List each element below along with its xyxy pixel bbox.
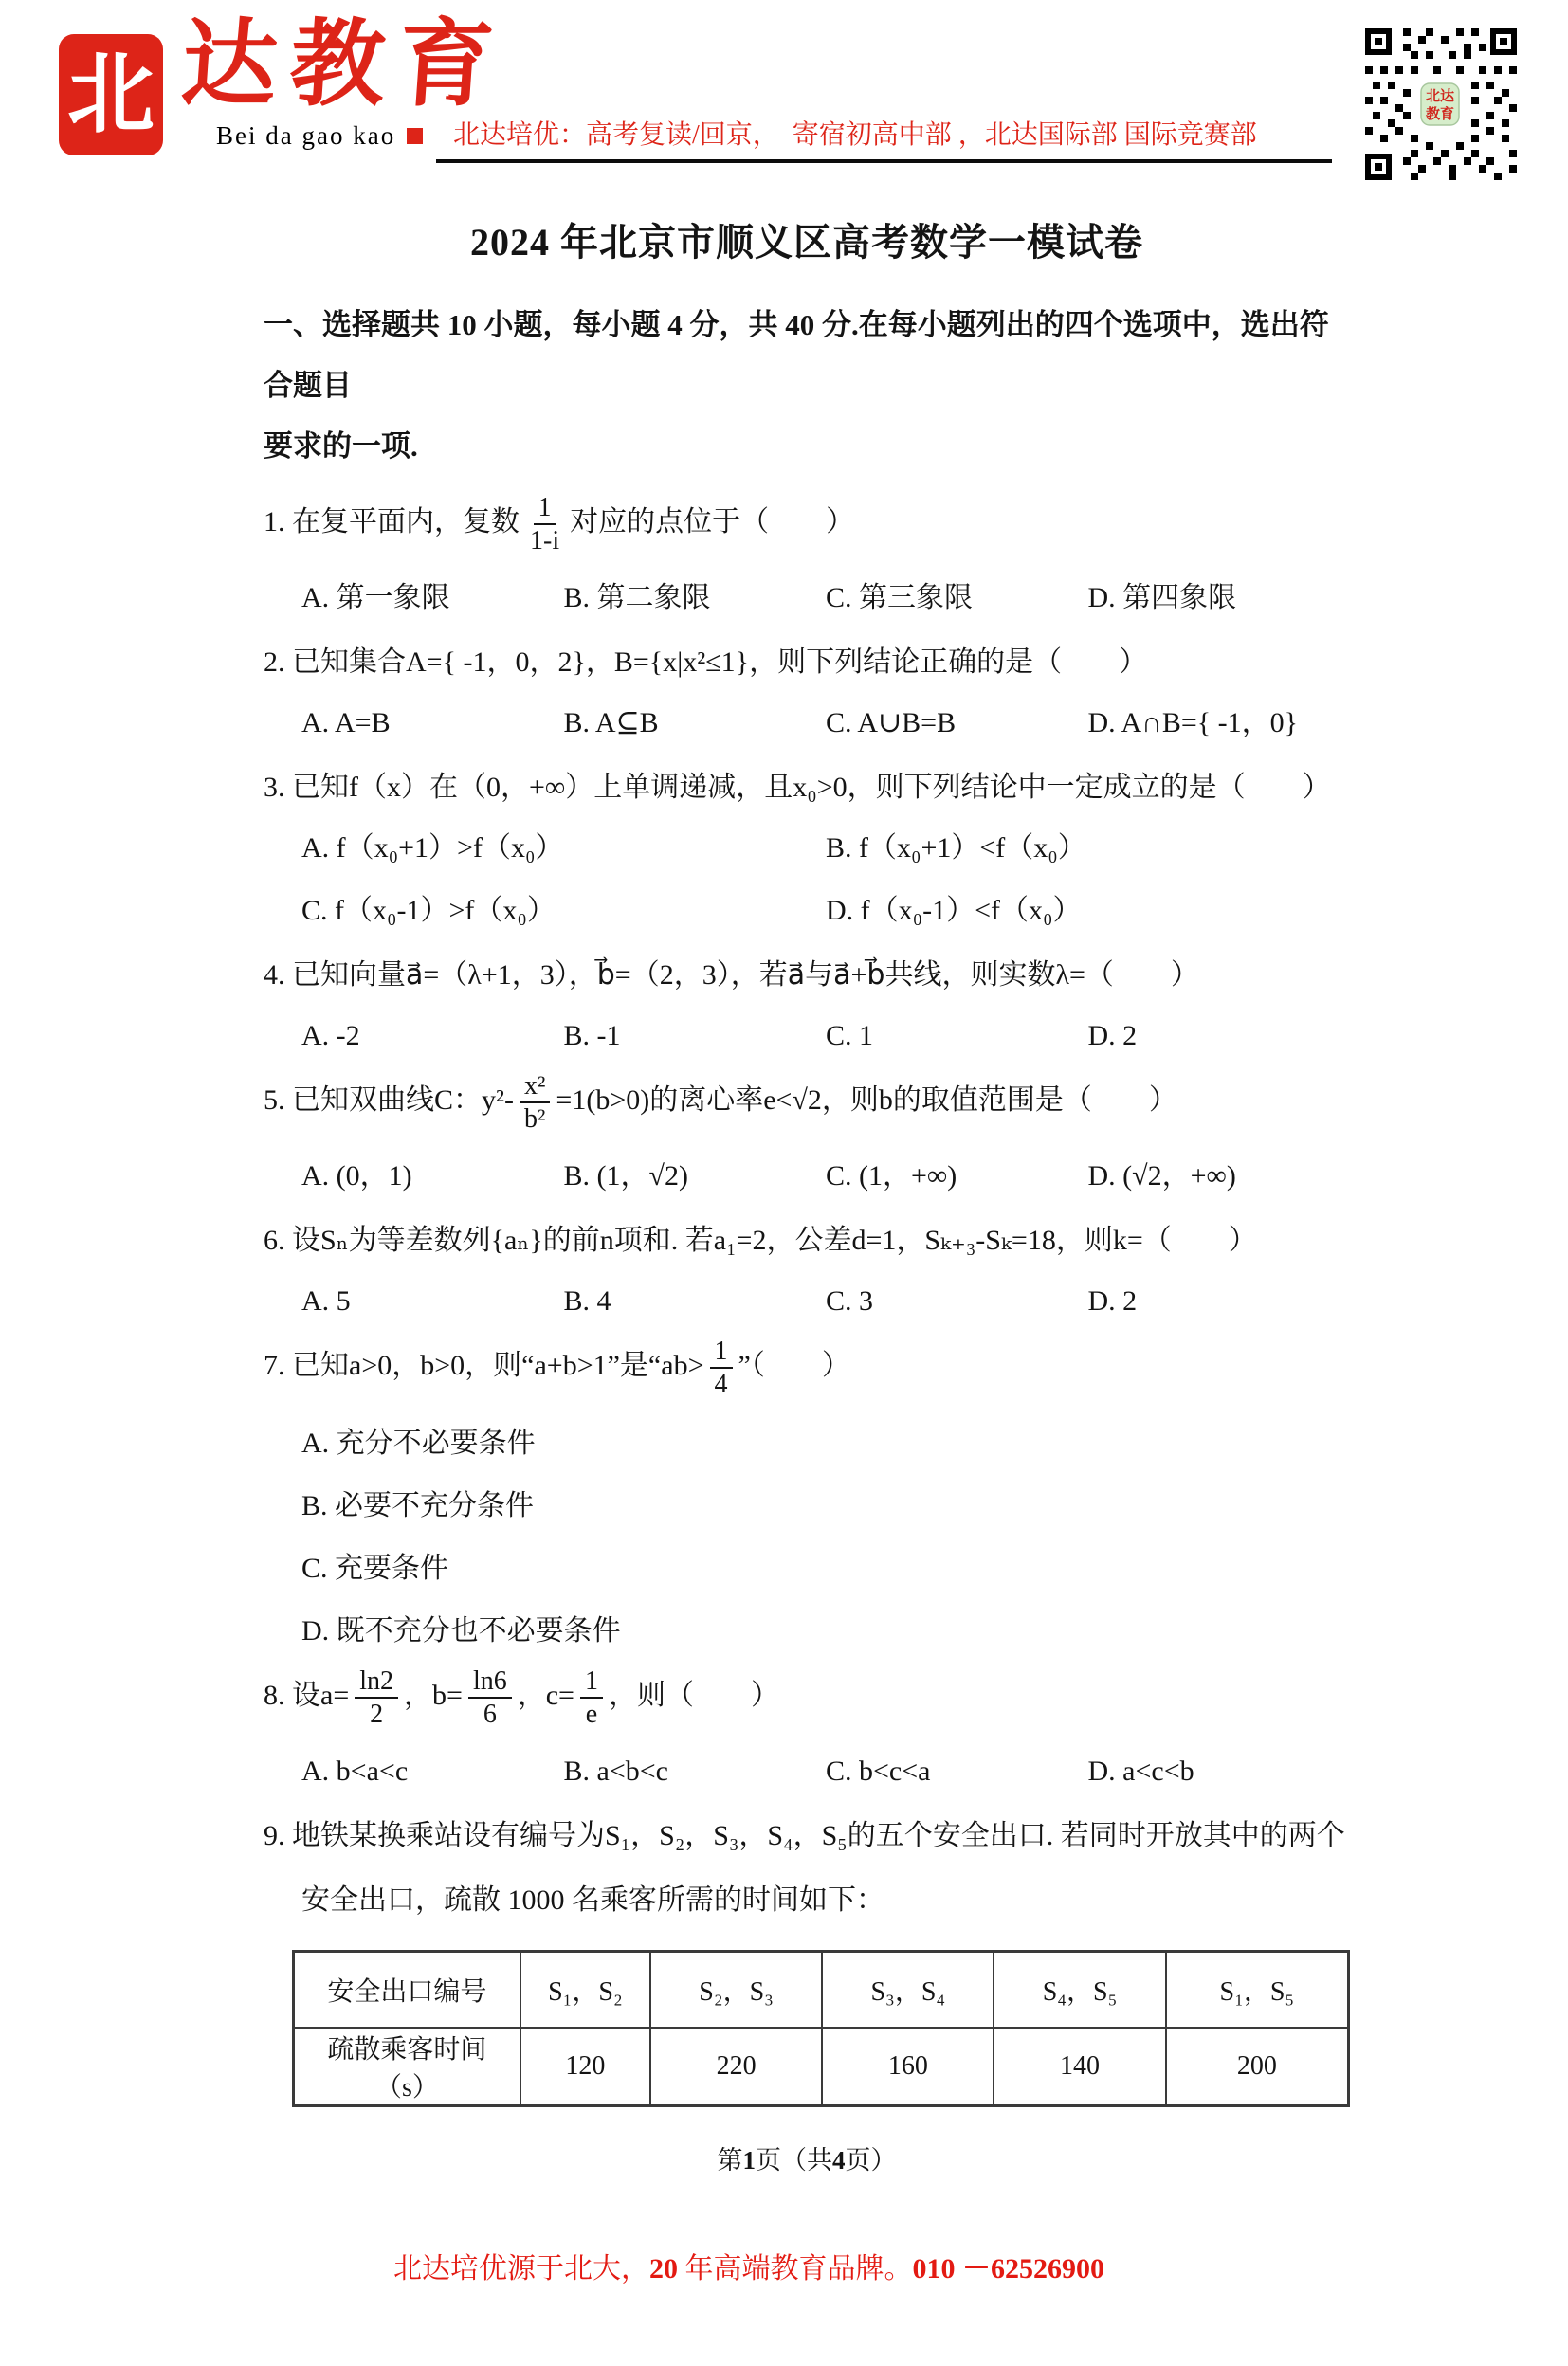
option-d: D. A∩B={ -1，0}: [1087, 707, 1299, 739]
exam-content: [264, 212, 1350, 2319]
option-c: C. 1: [826, 1020, 874, 1052]
fraction: $\frac{\ln 6}{6}$: [468, 1665, 512, 1730]
option-b: B. -1: [563, 1020, 621, 1052]
question-1-stem: 1. 在复平面内，复数 $\frac{1}{1-i}$ 对应的点位于（ ）: [264, 493, 855, 556]
fraction: $\frac{1}{4}$: [710, 1336, 733, 1400]
option-b: B. a<b<c: [563, 1756, 668, 1788]
svg-text:北达: 北达: [1425, 89, 1455, 104]
question-1-options: [264, 579, 1350, 617]
question-2-stem: 2. 已知集合A={ -1，0，2}，B={x|x²≤1}，则下列结论正确的是（ ）: [264, 646, 1148, 679]
option-c: C. 充要条件: [301, 1553, 449, 1585]
fraction: $\frac{\text{x²}}{\text{b²}}$: [520, 1070, 550, 1135]
question-8-stem: 8. 设a= $\frac{\ln 2}{2}$ ，b= $\frac{\ln 6}{6}$ ，c= $\frac{1}{e}$ ，则（ ）: [264, 1666, 779, 1730]
qr-finder-bottom-left: [1365, 154, 1392, 180]
question-6: [264, 1222, 1350, 1320]
option-a: A. (0，1): [301, 1160, 412, 1192]
question-5-options: [264, 1157, 1350, 1195]
fraction: $\frac{1}{1-i}$: [530, 493, 560, 556]
table-cell: 220: [650, 2028, 822, 2106]
option-b: B. (1，√2): [563, 1160, 688, 1192]
page-number: 第1页（共4页）: [717, 2146, 897, 2175]
red-square-icon: [407, 128, 423, 144]
brand-seal-icon: [59, 34, 163, 155]
page-header: [0, 0, 1568, 190]
footer-contact: 北达培优源于北大，20 年高端教育品牌。010 －62526900: [393, 2253, 1104, 2285]
question-9: [264, 1817, 1350, 2107]
option-b: B. 4: [563, 1285, 611, 1318]
table-cell: S₁，S₂: [520, 1952, 650, 2029]
table-cell: 160: [822, 2028, 994, 2106]
option-b: B. A⊆B: [563, 707, 659, 739]
question-7: [264, 1336, 1350, 1650]
option-a: A. 第一象限: [301, 582, 450, 614]
seal-character: 北: [66, 46, 155, 143]
table-cell: S₃，S₄: [822, 1952, 994, 2029]
table-cell: S₁，S₅: [1166, 1952, 1349, 2029]
option-a: A. f（x₀+1）>f（x₀）: [301, 832, 564, 864]
table-row-times: [294, 2028, 1349, 2106]
question-8-options: [264, 1753, 1350, 1791]
question-5: [264, 1070, 1350, 1195]
option-c: C. b<c<a: [826, 1756, 931, 1788]
question-3-stem: 3. 已知f（x）在（0，+∞）上单调递减，且x₀>0，则下列结论中一定成立的是（ ）: [264, 772, 1331, 804]
qr-center-label: [1421, 83, 1459, 125]
qr-code: [1365, 28, 1517, 180]
question-9-stem-line-1: 9. 地铁某换乘站设有编号为S₁，S₂，S₃，S₄，S₅的五个安全出口. 若同时开放其中的两个: [264, 1820, 1345, 1852]
option-d: D. 既不充分也不必要条件: [301, 1615, 621, 1647]
option-a: A. b<a<c: [301, 1756, 409, 1788]
option-a: A. 5: [301, 1285, 351, 1318]
option-d: D. 2: [1087, 1020, 1138, 1052]
question-7-options: [264, 1425, 1350, 1650]
option-b: B. 第二象限: [563, 582, 711, 614]
brand-subtitle: Bei da gao kao: [216, 121, 423, 151]
section-heading: [264, 295, 1350, 477]
option-a: A. A=B: [301, 707, 391, 739]
option-d: D. f（x₀-1）<f（x₀）: [826, 895, 1082, 927]
qr-finder-top-right: [1490, 28, 1517, 55]
table-cell: 200: [1166, 2028, 1349, 2106]
qr-finder-top-left: [1365, 28, 1392, 55]
option-c: C. 3: [826, 1285, 874, 1318]
question-9-stem-line-2: 安全出口，疏散 1000 名乘客所需的时间如下：: [301, 1884, 884, 1917]
header-rule: [436, 159, 1332, 163]
table-cell: 120: [520, 2028, 650, 2106]
header-slogan: 北达培优：高考复读/回京， 寄宿初高中部 ，北达国际部 国际竞赛部: [453, 120, 1257, 150]
option-a: A. 充分不必要条件: [301, 1428, 536, 1460]
option-c: C. A∪B=B: [826, 707, 957, 739]
table-cell: 140: [994, 2028, 1165, 2106]
section-line-2: 要求的一项.: [264, 429, 418, 463]
option-c: C. f（x₀-1）>f（x₀）: [301, 895, 556, 927]
option-d: D. (√2，+∞): [1087, 1160, 1236, 1192]
question-6-options: [264, 1283, 1350, 1320]
table-row-exit-ids: [294, 1952, 1349, 2029]
brand-calligraphy: 达教育: [178, 12, 510, 118]
fraction: $\frac{\ln 2}{2}$: [355, 1665, 398, 1730]
qr-pattern: [1365, 28, 1517, 180]
question-4: [264, 956, 1350, 1055]
option-d: D. a<c<b: [1087, 1756, 1194, 1788]
option-c: C. 第三象限: [826, 582, 974, 614]
table-cell: 安全出口编号: [294, 1952, 520, 2029]
option-d: D. 第四象限: [1087, 582, 1237, 614]
table-cell: S₄，S₅: [994, 1952, 1165, 2029]
question-3-options: [264, 829, 1350, 930]
option-d: D. 2: [1087, 1285, 1138, 1318]
option-c: C. (1，+∞): [826, 1160, 957, 1192]
question-8: [264, 1665, 1350, 1791]
option-b: B. 必要不充分条件: [301, 1490, 535, 1522]
question-2: [264, 644, 1350, 742]
question-3: [264, 769, 1350, 930]
question-5-stem: 5. 已知双曲线C：y²- $\frac{\text{x²}}{\text{b²}}$ =1(b>0)的离心率e<√2，则b的取值范围是（ ）: [264, 1071, 1177, 1135]
option-a: A. -2: [301, 1020, 360, 1052]
table-cell: 疏散乘客时间（s）: [294, 2028, 520, 2106]
question-7-stem: 7. 已知a>0，b>0，则“a+b>1”是“ab> $\frac{1}{4}$ ”（ ）: [264, 1337, 850, 1400]
option-b: B. f（x₀+1）<f（x₀）: [826, 832, 1086, 864]
section-line-1: 一、选择题共 10 小题，每小题 4 分，共 40 分.在每小题列出的四个选项中，选出符合题目: [264, 308, 1329, 402]
fraction: $\frac{1}{e}$: [580, 1665, 603, 1730]
question-6-stem: 6. 设Sₙ为等差数列{aₙ}的前n项和. 若a₁=2，公差d=1，Sₖ₊₃-Sₖ=18，则k=（ ）: [264, 1225, 1257, 1257]
question-1: [264, 492, 1350, 617]
question-2-options: [264, 704, 1350, 742]
question-4-options: [264, 1017, 1350, 1055]
exam-title: 2024 年北京市顺义区高考数学一模试卷: [470, 221, 1143, 264]
table-cell: S₂，S₃: [650, 1952, 822, 2029]
evacuation-time-table: [292, 1950, 1350, 2107]
question-4-stem: 4. 已知向量a⃗=（λ+1，3），b⃗=（2，3），若a⃗与a⃗+b⃗共线，则实数λ=（ ）: [264, 959, 1199, 992]
svg-text:教育: 教育: [1425, 107, 1455, 122]
